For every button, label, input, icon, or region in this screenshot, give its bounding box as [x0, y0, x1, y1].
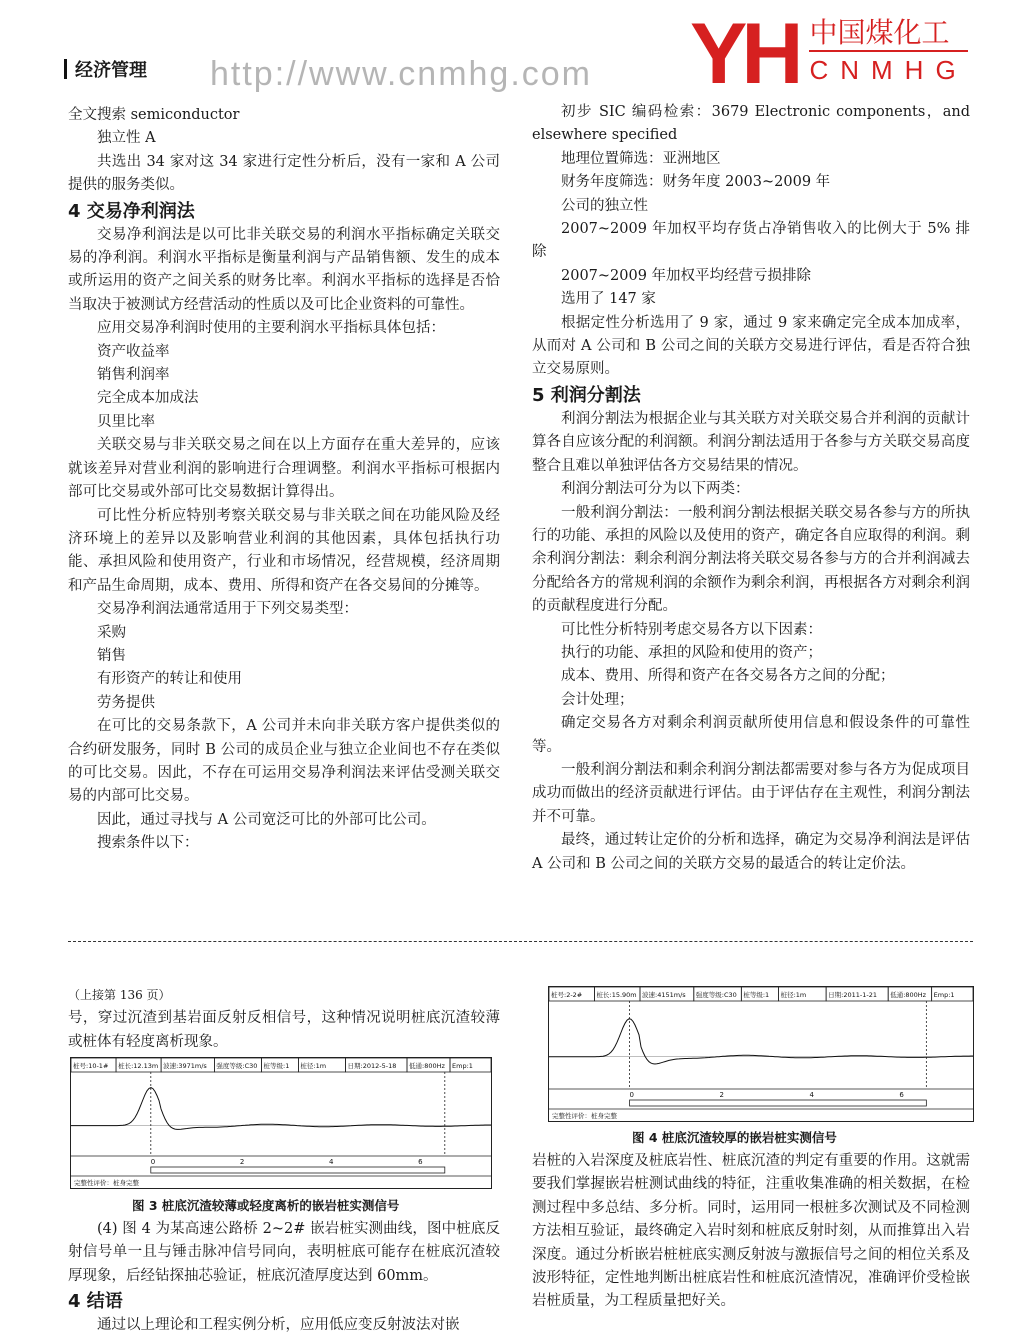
- paragraph: 执行的功能、承担的风险和使用的资产；: [561, 644, 822, 661]
- header-cell-text: Emp:1: [933, 991, 955, 999]
- right-column-bottom: [532, 1150, 970, 1314]
- axis-tick-label: 4: [809, 1091, 814, 1099]
- header-cell-text: 桩长:15.90m: [596, 991, 637, 999]
- axis-tick-label: 4: [328, 1158, 334, 1166]
- paragraph: 2007~2009 年加权平均存货占净销售收入的比例大于 5% 排除: [532, 221, 970, 261]
- paragraph: 公司的独立性: [561, 197, 648, 214]
- section-title: 经济管理: [75, 60, 147, 81]
- paragraph: 应用交易净利润时使用的主要利润水平指标具体包括：: [97, 320, 445, 337]
- right-column-top: [532, 101, 970, 876]
- signal-curve: [549, 1019, 973, 1064]
- pile-bar: [630, 1100, 927, 1106]
- paragraph: 有形资产的转让和使用: [97, 671, 242, 688]
- header-cell-text: 低通:800Hz: [409, 1062, 445, 1070]
- header-cell-text: 桩等级:1: [263, 1062, 290, 1070]
- header-cell-text: 低通:800Hz: [890, 991, 927, 999]
- paragraph: 2007~2009 年加权平均经营亏损排除: [561, 267, 812, 284]
- paragraph: 交易净利润法是以可比非关联交易的利润水平指标确定关联交易的净利润。利润水平指标是衡量利润与产品销售额、发生的成本或所运用的资产之间关系的财务比率。利润水平指标的选择是否恰当取决于被测试方经营活动的性质以及可比企业资料的可靠性。: [68, 226, 500, 313]
- paragraph: 财务年度筛选：财务年度 2003~2009 年: [561, 174, 831, 191]
- axis-tick-label: 0: [150, 1158, 156, 1166]
- logo-mark: YH: [690, 6, 798, 102]
- paragraph: 因此，通过寻找与 A 公司宽泛可比的外部可比公司。: [97, 811, 436, 828]
- paragraph: 根据定性分析选用了 9 家，通过 9 家来确定完全成本加成率，从而对 A 公司和 B 公司之间的关联方交易进行评估，看是否符合独立交易原则。: [532, 314, 970, 378]
- paragraph: 可比性分析特别考虑交易各方以下因素：: [561, 621, 822, 638]
- paragraph: 可比性分析应特别考察关联交易与非关联之间在功能风险及经济环境上的差异以及影响营业利润的其他因素，具体包括执行功能、承担风险和使用资产，行业和市场情况，经营规模，经济周期和产品生命周期，成本、费用、所得和资产在各交易间的分摊等。: [68, 507, 500, 594]
- paragraph: 资产收益率: [97, 343, 170, 360]
- paragraph: 初步 SIC 编码检索：3679 Electronic components，and elsewhere specified: [532, 104, 970, 144]
- section-heading: 4 结语: [68, 1291, 123, 1313]
- logo-chinese: 中国煤化工: [809, 16, 967, 52]
- paragraph: 选用了 147 家: [561, 291, 656, 308]
- header-cell-text: 桩号:2-2#: [551, 991, 583, 999]
- figure-3-signal-chart: [70, 1057, 492, 1189]
- paragraph: 号，穿过沉渣到基岩面反射反相信号，这种情况说明桩底沉渣较薄或桩体有轻度离析现象。: [68, 1010, 500, 1050]
- axis-tick-label: 2: [239, 1158, 245, 1166]
- left-column-bottom-intro: [68, 984, 500, 1054]
- paragraph: 通过以上理论和工程实例分析，应用低应变反射波法对嵌: [97, 1317, 460, 1334]
- header-cell-text: 桩号:10-1#: [73, 1062, 109, 1070]
- integrity-evaluation: 完整性评价：桩身完整: [552, 1112, 617, 1120]
- cnmhg-logo: [690, 6, 968, 102]
- pile-bar: [151, 1167, 445, 1173]
- section-heading: 5 利润分割法: [532, 384, 641, 406]
- paragraph: 采购: [97, 624, 126, 641]
- section-header: [64, 56, 147, 82]
- paragraph: （上接第 136 页）: [68, 988, 171, 1002]
- left-column-bottom-text: [68, 1218, 500, 1338]
- header-bar: [64, 59, 67, 79]
- header-cell-text: 桩径:1m: [300, 1062, 327, 1070]
- header-cell-text: 强度等级:C30: [216, 1062, 258, 1070]
- paragraph: 一般利润分割法和剩余利润分割法都需要对参与各方为促成项目成功而做出的经济贡献进行评估。由于评估存在主观性，利润分割法并不可靠。: [532, 761, 970, 825]
- header-cell-text: 桩等级:1: [743, 991, 770, 999]
- integrity-evaluation: 完整性评价：桩身完整: [74, 1179, 139, 1187]
- paragraph: 贝里比率: [97, 413, 155, 430]
- paragraph: 最终，通过转让定价的分析和选择，确定为交易净利润法是评估 A 公司和 B 公司之间的关联方交易的最适合的转让定价法。: [532, 832, 970, 872]
- paragraph: 共选出 34 家对这 34 家进行定性分析后，没有一家和 A 公司提供的服务类似。: [68, 153, 500, 194]
- paragraph: 成本、费用、所得和资产在各交易各方之间的分配；: [561, 668, 895, 685]
- paragraph: 利润分割法可分为以下两类：: [561, 481, 750, 498]
- header-cell-text: 波速:4151m/s: [642, 991, 686, 999]
- signal-plot: [549, 987, 973, 1121]
- watermark-url: http://www.cnmhg.com: [210, 55, 593, 93]
- paragraph: 独立性 A: [97, 130, 156, 147]
- paragraph: 在可比的交易条款下，A 公司并未向非关联方客户提供类似的合约研发服务，同时 B 公司的成员企业与独立企业间也不存在类似的可比交易。因此，不存在可运用交易净利润法来评估受测关联交易的内部可比交易。: [68, 718, 500, 805]
- left-column-top: [68, 104, 500, 856]
- paragraph: 岩桩的入岩深度及桩底岩性、桩底沉渣的判定有重要的作用。这就需要我们掌握嵌岩桩测试曲线的特征，注重收集准确的相关数据，在检测过程中多总结、多分析。同时，运用同一根桩多次测试及不同检测方法相互验证，最终确定入岩时刻和桩底反射时刻，从而推算出入岩深度。通过分析嵌岩桩桩底实测反射波与激振信号之间的相位关系及波形特征，定性地判断出桩底岩性和桩底沉渣情况，准确评价受检嵌岩桩质量，为工程质量把好关。: [532, 1153, 970, 1310]
- paragraph: 销售: [97, 647, 126, 664]
- header-cell-text: 波速:3971m/s: [163, 1062, 207, 1070]
- paragraph: 劳务提供: [97, 694, 155, 711]
- paragraph: 确定交易各方对剩余利润贡献所使用信息和假设条件的可靠性等。: [532, 715, 970, 755]
- figure-4-caption: 图 4 桩底沉渣较厚的嵌岩桩实测信号: [632, 1130, 837, 1145]
- paragraph: 销售利润率: [97, 367, 170, 384]
- axis-tick-label: 6: [418, 1158, 423, 1166]
- paragraph: 关联交易与非关联交易之间在以上方面存在重大差异的，应该就该差异对营业利润的影响进行合理调整。利润水平指标可根据内部可比交易或外部可比交易数据计算得出。: [68, 437, 500, 501]
- signal-curve: [71, 1088, 491, 1130]
- header-cell-text: 桩长:12.13m: [118, 1062, 159, 1070]
- header-cell-text: 日期:2011-1-21: [828, 991, 877, 999]
- paragraph: 会计处理；: [561, 691, 634, 708]
- header-cell-text: Emp:1: [452, 1062, 473, 1070]
- axis-tick-label: 6: [899, 1091, 904, 1099]
- paragraph: 完全成本加成法: [97, 390, 199, 407]
- signal-plot: [71, 1058, 491, 1188]
- section-heading: 4 交易净利润法: [68, 200, 195, 222]
- paragraph: 交易净利润法通常适用于下列交易类型：: [97, 601, 358, 618]
- axis-tick-label: 2: [719, 1091, 724, 1099]
- paragraph: 搜索条件以下：: [97, 835, 199, 852]
- figure-4-signal-chart: [548, 986, 974, 1122]
- section-divider: [68, 941, 973, 942]
- figure-3-caption: 图 3 桩底沉渣较薄或轻度离析的嵌岩桩实测信号: [132, 1198, 400, 1213]
- axis-tick-label: 0: [629, 1091, 635, 1099]
- paragraph: 一般利润分割法：一般利润分割法根据关联交易各参与方的所执行的功能、承担的风险以及使用的资产，确定各自应取得的利润。剩余利润分割法：剩余利润分割法将关联交易各参与方的合并利润减去分配给各方的常规利润的余额作为剩余利润，再根据各方对剩余利润的贡献程度进行分配。: [532, 504, 970, 615]
- header-cell-text: 桩径:1m: [780, 991, 807, 999]
- paragraph: (4) 图 4 为某高速公路桥 2~2# 嵌岩桩实测曲线，图中桩底反射信号单一且与锤击脉冲信号同向，表明桩底可能存在桩底沉渣较厚现象，后经钻探抽芯验证，桩底沉渣厚度达到 60mm。: [68, 1221, 500, 1284]
- paragraph: 全文搜索 semiconductor: [68, 107, 240, 123]
- paragraph: 利润分割法为根据企业与其关联方对关联交易合并利润的贡献计算各自应该分配的利润额。利润分割法适用于各参与方关联交易高度整合且难以单独评估各方交易结果的情况。: [532, 410, 970, 474]
- paragraph: 地理位置筛选：亚洲地区: [561, 150, 721, 167]
- header-cell-text: 日期:2012-5-18: [347, 1062, 397, 1070]
- logo-english: CNMHG: [809, 55, 968, 85]
- header-cell-text: 强度等级:C30: [695, 991, 737, 999]
